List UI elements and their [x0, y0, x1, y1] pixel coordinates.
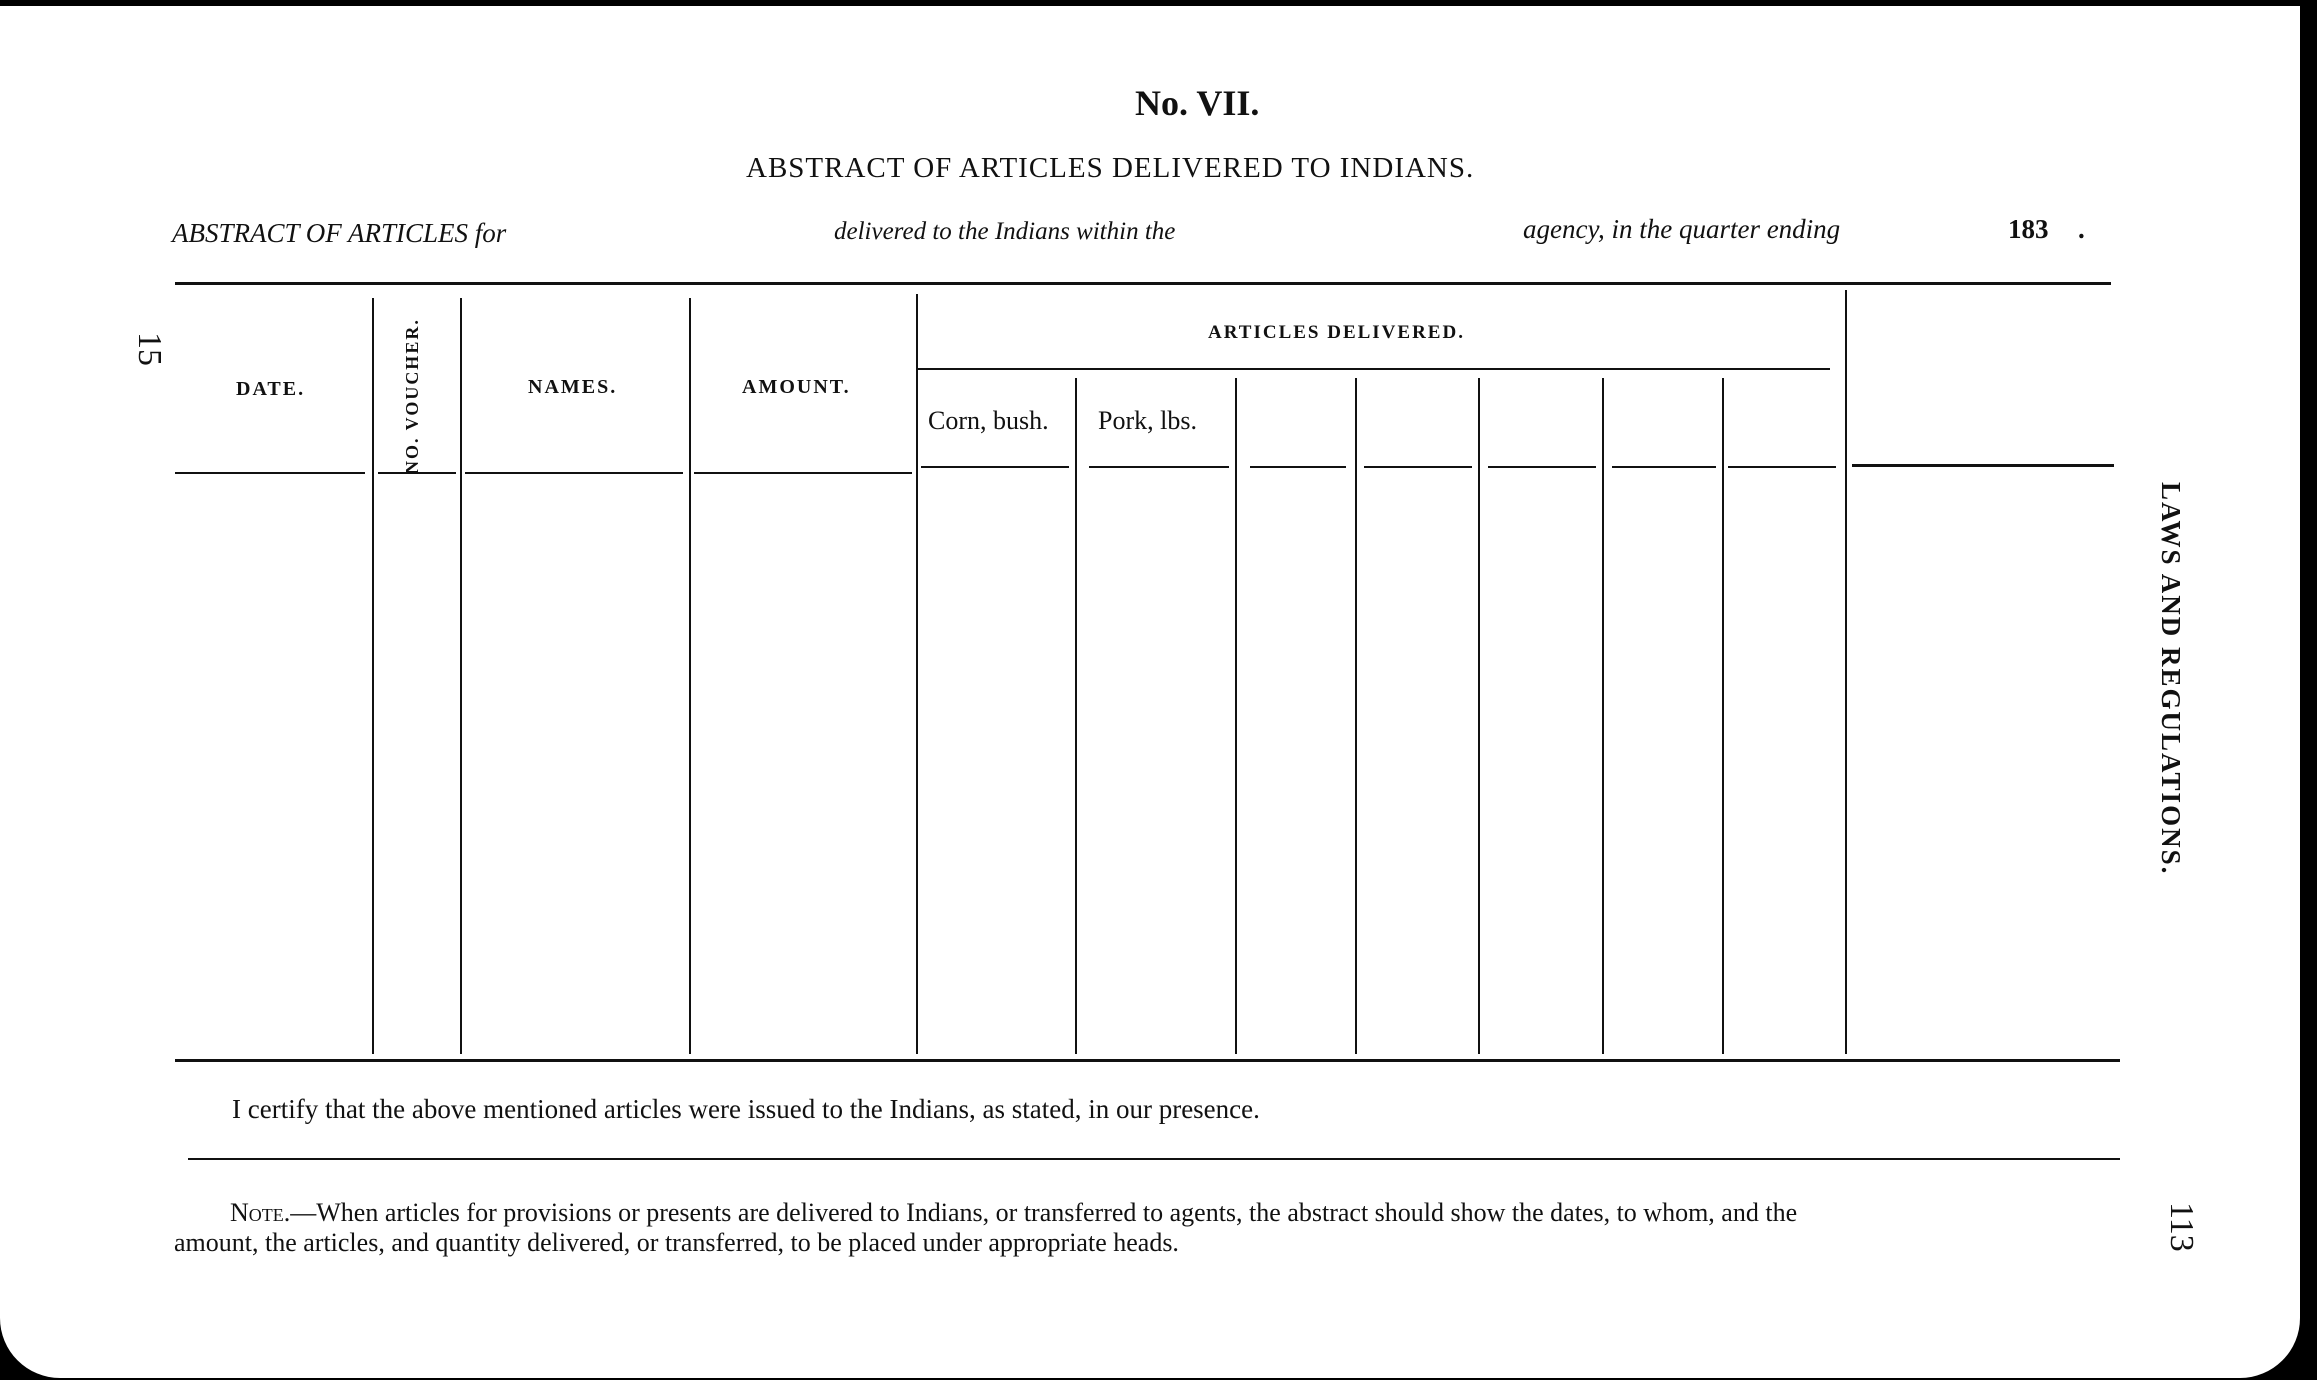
- column-divider: [1075, 378, 1077, 1054]
- header-rule: [1488, 466, 1596, 468]
- column-divider: [1845, 290, 1847, 1054]
- certification-text: I certify that the above mentioned articles were issued to the Indians, as stated, in our presence.: [232, 1094, 1260, 1124]
- header-voucher: NO. VOUCHER.: [402, 318, 422, 474]
- articles-group-rule: [918, 368, 1830, 370]
- table-bottom-rule: [175, 1059, 2120, 1062]
- header-names: NAMES.: [528, 376, 618, 398]
- note-line-1-text: —When articles for provisions or presents are delivered to Indians, or transferred to agents, the abstract should show the dates, to whom, and the: [290, 1198, 1798, 1227]
- document-page: [0, 6, 2300, 1378]
- form-title: ABSTRACT OF ARTICLES DELIVERED TO INDIANS.: [746, 152, 1475, 184]
- intro-period: .: [2078, 214, 2085, 244]
- header-rule: [465, 472, 683, 474]
- intro-part-1: ABSTRACT OF ARTICLES for: [172, 218, 507, 248]
- column-divider: [916, 294, 918, 1054]
- column-divider: [1235, 378, 1237, 1054]
- header-corn: Corn, bush.: [928, 406, 1049, 435]
- header-articles-delivered: ARTICLES DELIVERED.: [1208, 322, 1465, 343]
- header-rule: [1852, 464, 2114, 467]
- header-rule: [921, 466, 1069, 468]
- running-head: LAWS AND REGULATIONS.: [2156, 482, 2186, 876]
- left-page-number: 15: [131, 332, 168, 366]
- column-divider: [372, 298, 374, 1054]
- note-label: Note.: [230, 1198, 291, 1227]
- column-divider: [1602, 378, 1604, 1054]
- header-rule: [175, 472, 365, 474]
- column-divider: [460, 298, 462, 1054]
- column-divider: [1722, 378, 1724, 1054]
- header-rule: [694, 472, 912, 474]
- intro-part-3: agency, in the quarter ending: [1523, 214, 1841, 244]
- intro-year: 183: [2008, 214, 2049, 244]
- column-divider: [689, 298, 691, 1054]
- form-number: No. VII.: [1135, 83, 1260, 123]
- note-line-2: amount, the articles, and quantity delivered, or transferred, to be placed under appropriate heads.: [174, 1228, 1179, 1257]
- certification-rule: [188, 1158, 2120, 1160]
- column-divider: [1355, 378, 1357, 1054]
- intro-part-2: delivered to the Indians within the: [834, 218, 1176, 245]
- note-line-1: [230, 1198, 1797, 1228]
- header-rule: [1728, 466, 1836, 468]
- right-page-number: 113: [2163, 1202, 2200, 1252]
- header-rule: [1612, 466, 1716, 468]
- header-pork: Pork, lbs.: [1098, 406, 1197, 435]
- column-divider: [1478, 378, 1480, 1054]
- header-amount: AMOUNT.: [742, 376, 851, 398]
- table-top-rule: [175, 282, 2111, 285]
- header-rule: [1364, 466, 1472, 468]
- header-date: DATE.: [236, 378, 306, 400]
- header-rule: [1089, 466, 1229, 468]
- header-rule: [1250, 466, 1346, 468]
